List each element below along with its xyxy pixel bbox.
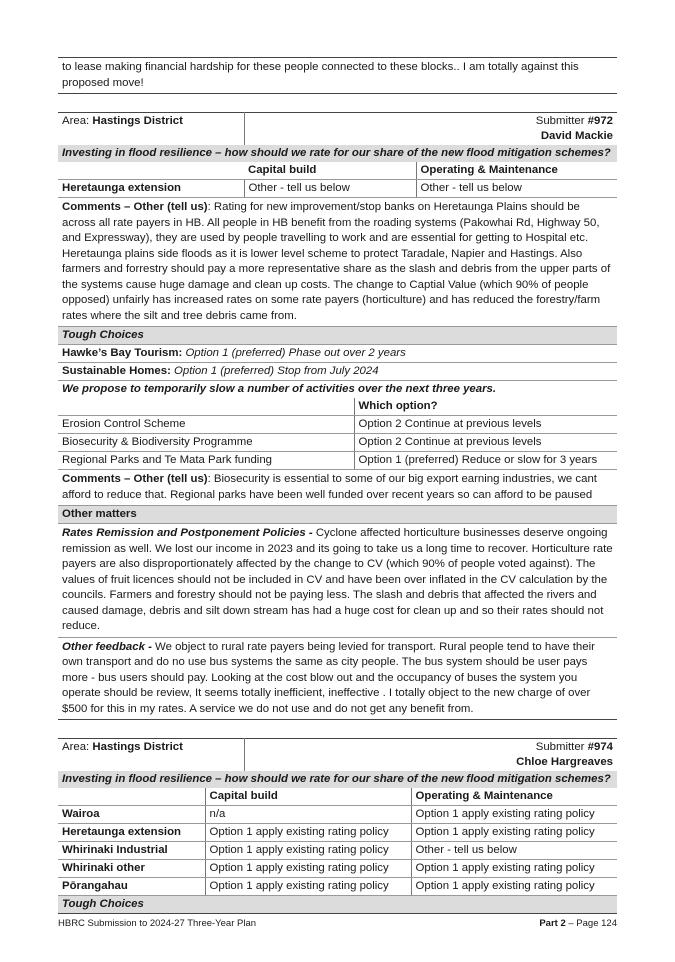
submission-974 xyxy=(58,738,617,788)
capital-value: Other - tell us below xyxy=(244,180,416,198)
tough-choices-heading: Tough Choices xyxy=(58,327,617,345)
table-row xyxy=(58,180,617,198)
footer-page: Part 2 – Page 124 xyxy=(539,918,617,929)
capital-value: Option 1 apply existing rating policy xyxy=(205,842,411,860)
flood-col-blank xyxy=(58,788,205,806)
area-value: Hastings District xyxy=(92,115,183,127)
opmaint-value: Option 1 apply existing rating policy xyxy=(411,878,617,896)
activity-option: Option 1 (preferred) Reduce or slow for 3 years xyxy=(354,452,617,470)
table-row xyxy=(58,860,617,878)
scheme-name: Heretaunga extension xyxy=(58,824,205,842)
flood-comment: Comments – Other (tell us): Rating for new improvement/stop banks on Heretaunga Plains should be across all rate payers in HB. All people in HB benefit from the roading systems (Pakowhai Rd, Highway 50, and Expressway), they are used by people travelling to work and are essential for getting to Hospital etc. Heretaunga plains side floods as it is lower level scheme to protect Taradale, Napier and Hastings. Also farmers and forrestry should pay a more representative share as the slash and debris from the upper parts of the systems cause huge damage and clean up costs. The change to Captial Value (which 90% of people opposed) unfairly has increased rates on some rate payers (horticulture) and has reduced the forestry/farm rates where the silt and tree debris came from. xyxy=(58,198,617,327)
scheme-name: Whirinaki Industrial xyxy=(58,842,205,860)
page-content xyxy=(58,57,617,914)
opmaint-value: Option 1 apply existing rating policy xyxy=(411,806,617,824)
table-row xyxy=(58,878,617,896)
submission-972 xyxy=(58,112,617,398)
submitter-cell: Submitter #974 Chloe Hargreaves xyxy=(244,739,617,772)
activity-name: Regional Parks and Te Mata Park funding xyxy=(58,452,354,470)
other-matters-heading: Other matters xyxy=(58,506,617,524)
area-label: Area: xyxy=(62,115,93,127)
scheme-name: Wairoa xyxy=(58,806,205,824)
activity-name: Biosecurity & Biodiversity Programme xyxy=(58,434,354,452)
flood-col-blank xyxy=(58,162,244,180)
scheme-name: Whirinaki other xyxy=(58,860,205,878)
activity-col-blank xyxy=(58,398,354,416)
slow-heading: We propose to temporarily slow a number of activities over the next three years. xyxy=(62,383,497,395)
activity-option: Option 2 Continue at previous levels xyxy=(354,416,617,434)
other-feedback: Other feedback - We object to rural rate payers being levied for transport. Rural people tend to have their own transport and do no use bus systems the same as city people. The bus system should be user pays more - bus users should pay. Looking at the cost blow out and the occupancy of buses the system you operate should be review, It seems totally inefficient, ineffective . I totally object to the new charge of over $500 for this in my rates. A service we do not use and do not get any benefit from. xyxy=(58,637,617,720)
activity-name: Erosion Control Scheme xyxy=(58,416,354,434)
table-row xyxy=(58,416,617,434)
table-row xyxy=(58,434,617,452)
slow-comment: Comments – Other (tell us): Biosecurity is essential to some of our big export earning industries, we cant afford to reduce that. Regional parks have been well funded over recent years so can afford to be paused xyxy=(58,470,617,506)
opmaint-value: Option 1 apply existing rating policy xyxy=(411,824,617,842)
flood-heading: Investing in flood resilience – how should we rate for our share of the new flood mitigation schemes? xyxy=(58,145,617,162)
homes-row: Sustainable Homes: Option 1 (preferred) Stop from July 2024 xyxy=(58,363,617,381)
col-opmaint: Operating & Maintenance xyxy=(416,162,617,180)
opmaint-value: Other - tell us below xyxy=(416,180,617,198)
submitter-label: Submitter xyxy=(535,115,588,127)
tourism-row: Hawke’s Bay Tourism: Option 1 (preferred) Phase out over 2 years xyxy=(58,345,617,363)
capital-value: Option 1 apply existing rating policy xyxy=(205,860,411,878)
capital-value: n/a xyxy=(205,806,411,824)
rates-remission: Rates Remission and Postponement Policies - Cyclone affected horticulture businesses deserve ongoing remission as well. We lost our income in 2023 and its going to take us a long time to recover. Horticulture rate payers are also disproportionately affected by the change to CV (which 90% of people voted against). The values of fruit licences should not be included in CV and have been over inflated in the CV calculation by the councils. Farmers and forestry should not be paying less. The slash and debris that affected the rivers and caused damage, debris and silt down stream has had a huge cost for clean up and so their rates should not reduce. xyxy=(58,524,617,638)
which-option-header: Which option? xyxy=(354,398,617,416)
submitter-name: David Mackie xyxy=(540,130,614,142)
area-cell xyxy=(58,113,244,146)
activity-option: Option 2 Continue at previous levels xyxy=(354,434,617,452)
intro-text: to lease making financial hardship for these people connected to these blocks.. I am totally against this proposed move! xyxy=(58,58,617,94)
intro-table xyxy=(58,57,617,94)
submitter-number: #972 xyxy=(587,115,614,127)
table-row xyxy=(58,842,617,860)
table-row xyxy=(58,824,617,842)
flood-heading: Investing in flood resilience – how should we rate for our share of the new flood mitigation schemes? xyxy=(58,771,617,788)
area-cell: Area: Hastings District xyxy=(58,739,244,772)
col-capital: Capital build xyxy=(244,162,416,180)
footer-title: HBRC Submission to 2024-27 Three-Year Plan xyxy=(58,918,257,929)
slow-activities-table xyxy=(58,398,617,720)
col-opmaint: Operating & Maintenance xyxy=(411,788,617,806)
flood-table-974 xyxy=(58,788,617,914)
col-capital: Capital build xyxy=(205,788,411,806)
opmaint-value: Other - tell us below xyxy=(411,842,617,860)
scheme-name: Heretaunga extension xyxy=(58,180,244,198)
capital-value: Option 1 apply existing rating policy xyxy=(205,878,411,896)
opmaint-value: Option 1 apply existing rating policy xyxy=(411,860,617,878)
capital-value: Option 1 apply existing rating policy xyxy=(205,824,411,842)
table-row xyxy=(58,452,617,470)
submitter-cell xyxy=(244,113,617,146)
tough-choices-heading: Tough Choices xyxy=(58,896,617,914)
scheme-name: Pōrangahau xyxy=(58,878,205,896)
table-row xyxy=(58,806,617,824)
